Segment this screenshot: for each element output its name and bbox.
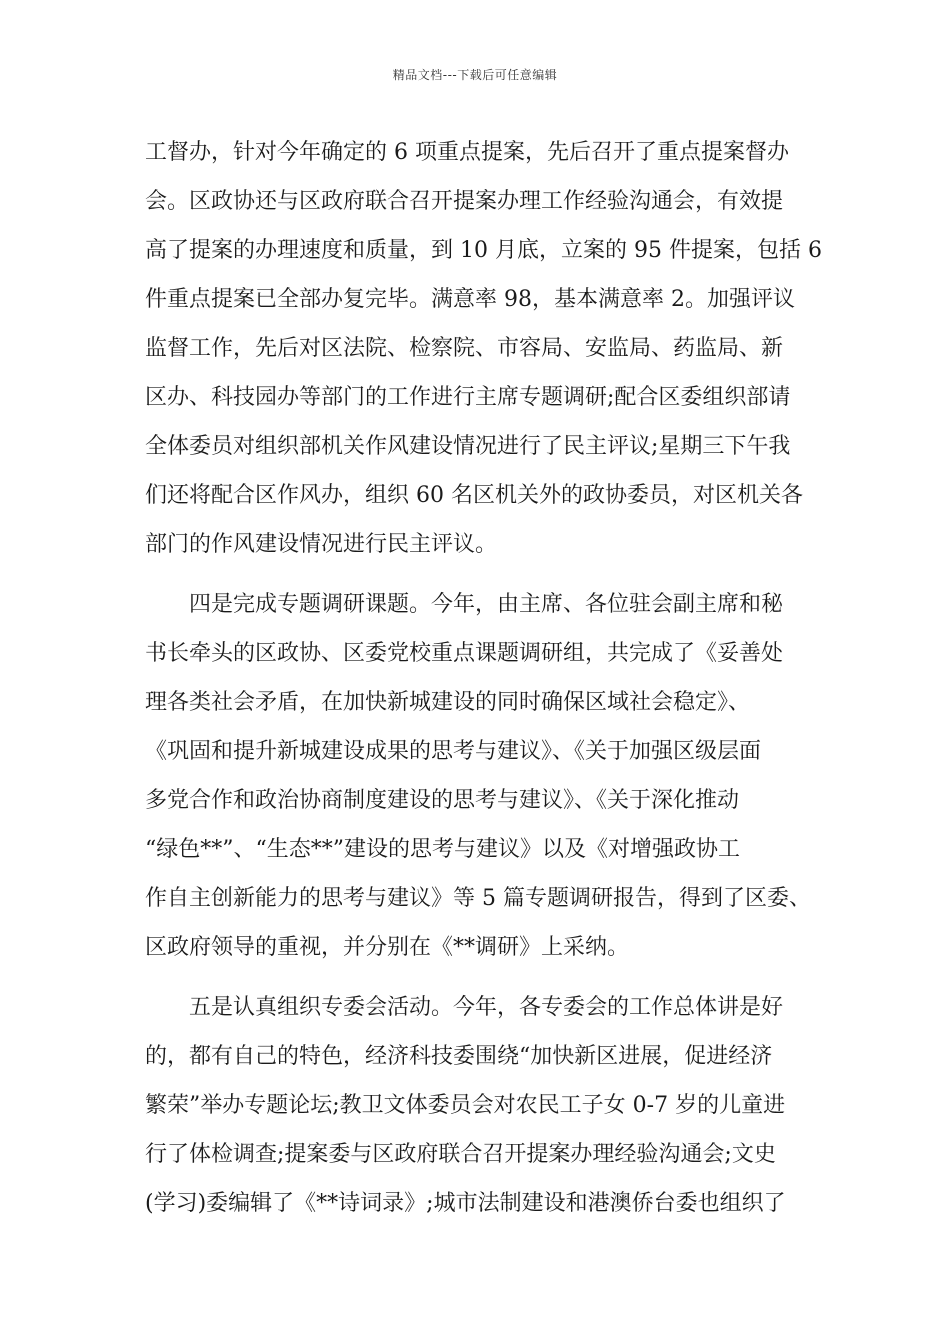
text-line: 监督工作，先后对区法院、检察院、市容局、安监局、药监局、新	[145, 336, 784, 361]
text-line: 会。区政协还与区政府联合召开提案办理工作经验沟通会，有效提	[145, 189, 784, 214]
text-line: 全体委员对组织部机关作风建设情况进行了民主评议;星期三下午我	[145, 434, 791, 459]
text-line: 高了提案的办理速度和质量，到 10 月底，立案的 95 件提案，包括 6	[145, 238, 822, 263]
text-line: 繁荣”举办专题论坛;教卫文体委员会对农民工子女 0-7 岁的儿童进	[145, 1093, 786, 1118]
text-line: 书长牵头的区政协、区委党校重点课题调研组，共完成了《妥善处	[145, 641, 784, 666]
text-line: 的，都有自己的特色，经济科技委围绕“加快新区进展，促进经济	[145, 1044, 773, 1069]
text-line: 们还将配合区作风办，组织 60 名区机关外的政协委员，对区机关各	[145, 483, 803, 508]
text-line: (学习)委编辑了《**诗词录》;城市法制建设和港澳侨台委也组织了	[145, 1191, 786, 1216]
paragraph-start-line: 五是认真组织专委会活动。今年，各专委会的工作总体讲是好	[189, 995, 784, 1020]
page-header: 精品文档---下载后可任意编辑	[392, 68, 558, 82]
text-line: 行了体检调查;提案委与区政府联合召开提案办理经验沟通会;文史	[145, 1142, 776, 1167]
text-line: 理各类社会矛盾，在加快新城建设的同时确保区域社会稳定》、	[145, 690, 751, 715]
text-line: 件重点提案已全部办复完毕。满意率 98，基本满意率 2。加强评议	[145, 287, 795, 312]
text-line: “绿色**”、“生态**”建设的思考与建议》以及《对增强政协工	[145, 837, 740, 862]
text-line: 区办、科技园办等部门的工作进行主席专题调研;配合区委组织部请	[145, 385, 791, 410]
text-line: 作自主创新能力的思考与建议》等 5 篇专题调研报告，得到了区委、	[145, 886, 811, 911]
paragraph-start-line: 四是完成专题调研课题。今年，由主席、各位驻会副主席和秘	[189, 592, 784, 617]
text-line: 区政府领导的重视，并分别在《**调研》上采纳。	[145, 935, 630, 960]
text-line: 部门的作风建设情况进行民主评议。	[145, 532, 498, 557]
text-line: 多党合作和政治协商制度建设的思考与建议》、《关于深化推动	[145, 788, 740, 813]
document-body	[145, 128, 822, 1228]
text-line: 工督办，针对今年确定的 6 项重点提案，先后召开了重点提案督办	[145, 140, 789, 165]
text-line: 《巩固和提升新城建设成果的思考与建议》、《关于加强区级层面	[145, 739, 762, 764]
